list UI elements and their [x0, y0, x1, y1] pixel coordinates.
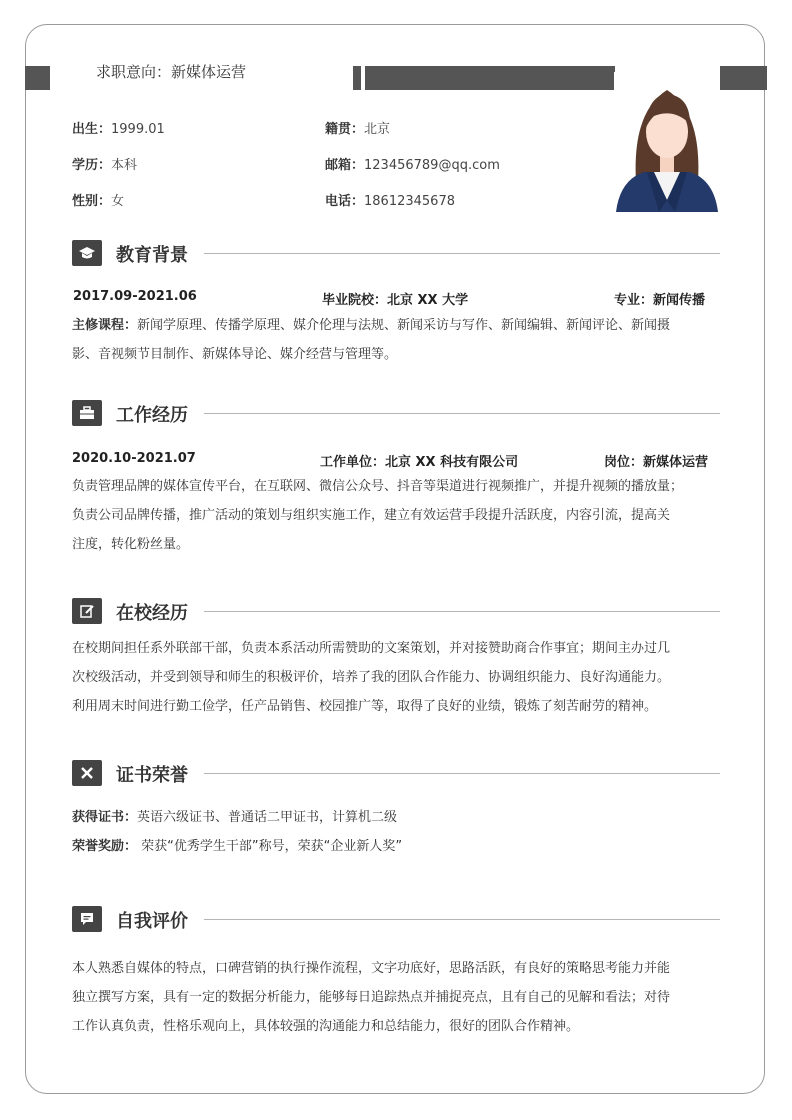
- campus-title: 在校经历: [116, 603, 188, 624]
- education-school: 毕业院校：北京 XX 大学: [322, 293, 469, 308]
- self-title: 自我评价: [116, 911, 188, 932]
- education-value: 本科: [111, 158, 138, 173]
- work-description: [72, 472, 722, 559]
- birth-value: 1999.01: [111, 122, 165, 137]
- birth-label: 出生：: [72, 122, 112, 137]
- self-line: 工作认真负责，性格乐观向上，具体较强的沟通能力和总结能力，很好的团队合作精神。: [72, 1019, 580, 1034]
- work-title: 工作经历: [116, 405, 188, 426]
- self-section-header: [72, 906, 720, 932]
- work-summary-row: [72, 451, 720, 471]
- honor-label: 荣誉奖励：: [72, 839, 138, 854]
- self-line: 本人熟悉自媒体的特点，口碑营销的执行操作流程，文字功底好，思路活跃，有良好的策略思考能力并能: [72, 961, 671, 976]
- self-description: [72, 954, 722, 1041]
- certs-title: 证书荣誉: [116, 765, 188, 786]
- section-divider: [204, 919, 720, 920]
- header-bar-marker: [353, 66, 361, 90]
- honor-value: 荣获“优秀学生干部”称号，荣获“企业新人奖”: [137, 839, 403, 854]
- birth-info: [72, 118, 165, 137]
- campus-description: [72, 634, 722, 721]
- education-courses: [72, 311, 722, 369]
- work-company: 工作单位：北京 XX 科技有限公司: [320, 455, 519, 470]
- header-bar-middle: [365, 66, 615, 90]
- education-section-header: [72, 240, 720, 266]
- phone-value: 18612345678: [364, 194, 455, 209]
- courses-line: 影、音视频节目制作、新媒体导论、媒介经营与管理等。: [72, 347, 398, 362]
- avatar: [614, 72, 720, 212]
- education-title: 教育背景: [116, 245, 188, 266]
- gender-info: [72, 190, 124, 209]
- education-summary-row: [72, 289, 720, 309]
- campus-line: 利用周末时间进行勤工俭学，任产品销售、校园推广等，取得了良好的业绩，锻炼了刻苦耐劳的精神。: [72, 699, 658, 714]
- campus-line: 在校期间担任系外联部干部，负责本系活动所需赞助的文案策划，并对接赞助商合作事宜；期间主办过几: [72, 641, 671, 656]
- phone-info: [325, 190, 455, 209]
- self-line: 独立撰写方案，具有一定的数据分析能力，能够每日追踪热点并捕捉亮点，且有自己的见解和看法；对待: [72, 990, 671, 1005]
- work-line: 负责管理品牌的媒体宣传平台，在互联网、微信公众号、抖音等渠道进行视频推广，并提升视频的播放量；: [72, 479, 684, 494]
- education-info: [72, 154, 137, 173]
- email-label: 邮箱：: [325, 158, 365, 173]
- gender-label: 性别：: [72, 194, 112, 209]
- education-period: 2017.09-2021.06: [73, 289, 197, 304]
- tools-icon: [72, 760, 102, 786]
- campus-section-header: [72, 598, 720, 624]
- section-divider: [204, 413, 720, 414]
- briefcase-icon: [72, 400, 102, 426]
- hometown-label: 籍贯：: [325, 122, 365, 137]
- phone-label: 电话：: [325, 194, 365, 209]
- courses-line: 新闻学原理、传播学原理、媒介伦理与法规、新闻采访与写作、新闻编辑、新闻评论、新闻摄: [137, 318, 671, 333]
- section-divider: [204, 253, 720, 254]
- job-intent: 求职意向：新媒体运营: [96, 63, 247, 81]
- comment-icon: [72, 906, 102, 932]
- edit-note-icon: [72, 598, 102, 624]
- certs-details: [72, 803, 722, 861]
- courses-label: 主修课程：: [72, 318, 138, 333]
- header-bar-right: [720, 66, 767, 90]
- certs-section-header: [72, 760, 720, 786]
- education-major: 专业：新闻传播: [614, 293, 706, 308]
- cert-value: 英语六级证书、普通话二甲证书，计算机二级: [137, 810, 398, 825]
- email-value: 123456789@qq.com: [364, 158, 500, 173]
- work-section-header: [72, 400, 720, 426]
- section-divider: [204, 773, 720, 774]
- work-line: 负责公司品牌传播，推广活动的策划与组织实施工作，建立有效运营手段提升活跃度，内容引流，提高关: [72, 508, 671, 523]
- header-bar-left: [25, 66, 50, 90]
- email-info: [325, 154, 500, 173]
- section-divider: [204, 611, 720, 612]
- campus-line: 次校级活动，并受到领导和师生的积极评价，培养了我的团队合作能力、协调组织能力、良好沟通能力。: [72, 670, 671, 685]
- work-position: 岗位：新媒体运营: [604, 455, 709, 470]
- work-line: 注度，转化粉丝量。: [72, 537, 190, 552]
- education-label: 学历：: [72, 158, 112, 173]
- gender-value: 女: [111, 194, 125, 209]
- hometown-info: [325, 118, 390, 137]
- graduation-cap-icon: [72, 240, 102, 266]
- hometown-value: 北京: [364, 122, 391, 137]
- cert-label: 获得证书：: [72, 810, 138, 825]
- work-period: 2020.10-2021.07: [72, 451, 196, 466]
